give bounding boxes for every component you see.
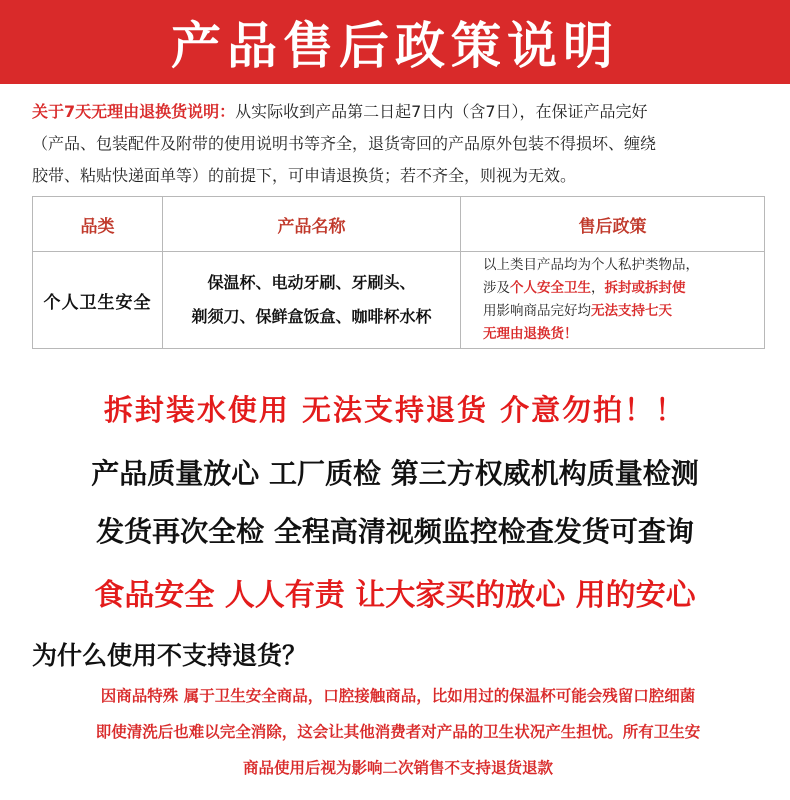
intro-line-2: （产品、包装配件及附带的使用说明书等齐全，退货寄回的产品原外包装不得损坏、缠绕 (32, 134, 657, 153)
header-after-sales-policy: 售后政策 (461, 197, 765, 252)
table-row (33, 252, 765, 349)
food-safety-slogan: 食品安全 人人有责 让大家买的放心 用的安心 (94, 578, 696, 613)
policy-line-2 (483, 277, 754, 300)
faq-answer-line-1: 因商品特殊 属于卫生安全商品，口腔接触商品，比如用过的保温杯可能会残留口腔细菌 (100, 687, 696, 705)
intro-line-3: 胶带、粘贴快递面单等）的前提下，可申请退换货；若不齐全，则视为无效。 (32, 166, 577, 185)
product-names-cell (163, 252, 461, 349)
policy-text: 涉及 (483, 280, 510, 296)
header-product-name: 产品名称 (163, 197, 461, 252)
page-title: 产品售后政策说明 (171, 17, 619, 75)
header-banner (0, 0, 790, 84)
intro-lead: 关于7天无理由退换货说明： (32, 102, 236, 121)
faq-answer-line-3: 商品使用后视为影响二次销售不支持退货退款 (242, 759, 553, 777)
policy-line-3 (483, 300, 754, 323)
faq-question: 为什么使用不支持退货？ (32, 641, 308, 670)
policy-text: 用影响商品完好均 (483, 303, 591, 319)
product-names-line-2: 剃须刀、保鲜盒饭盒、咖啡杯水杯 (191, 307, 432, 326)
policy-highlight: 拆封或拆封使 (604, 280, 686, 296)
table-header-row (33, 197, 765, 252)
policy-table (32, 196, 765, 349)
policy-cell (461, 252, 765, 349)
policy-line-1: 以上类目产品均为个人私护类物品， (483, 257, 699, 273)
faq-answer (18, 678, 778, 786)
intro-line-1 (32, 96, 762, 128)
quality-assurance-line: 产品质量放心 工厂质检 第三方权威机构质量检测 (91, 457, 699, 490)
policy-text: ， (591, 280, 605, 296)
policy-highlight: 无法支持七天 (591, 303, 672, 319)
policy-line-4: 无理由退换货！ (483, 326, 578, 342)
no-return-warning: 拆封装水使用 无法支持退货 介意勿拍！！ (103, 393, 687, 427)
shipping-inspection-line: 发货再次全检 全程高清视频监控检查发货可查询 (96, 515, 694, 548)
intro-text-1: 从实际收到产品第二日起7日内（含7日），在保证产品完好 (235, 102, 648, 121)
faq-answer-line-2: 即使清洗后也难以完全消除，这会让其他消费者对产品的卫生状况产生担忧。所有卫生安 (95, 723, 701, 741)
header-category: 品类 (33, 197, 163, 252)
category-cell: 个人卫生安全 (33, 252, 163, 349)
product-names-line-1: 保温杯、电动牙刷、牙刷头、 (207, 273, 416, 292)
policy-highlight: 个人安全卫生 (510, 280, 591, 296)
return-policy-intro (32, 96, 762, 192)
